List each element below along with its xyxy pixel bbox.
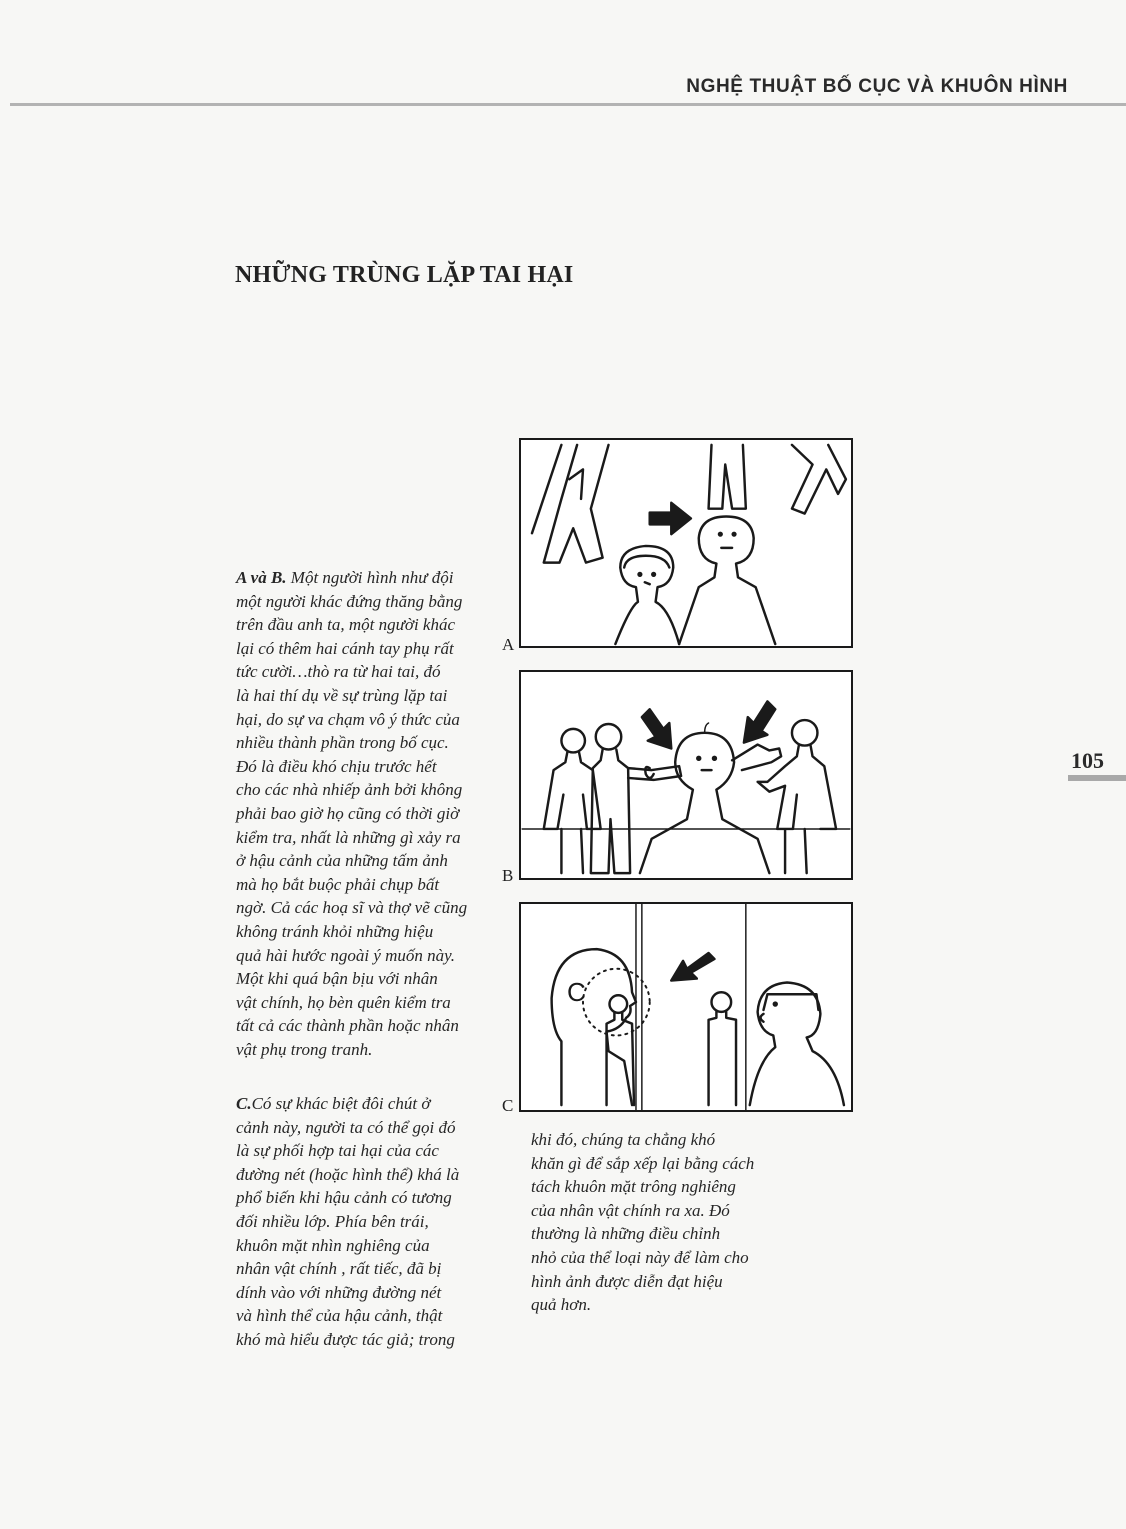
text-ab-line: Đó là điều khó chịu trước hết bbox=[236, 756, 437, 776]
text-c-cont-line: quả hơn. bbox=[531, 1295, 592, 1315]
section-title: NHỮNG TRÙNG LẶP TAI HẠI bbox=[235, 262, 574, 288]
text-c-cont-line: của nhân vật chính ra xa. Đó bbox=[531, 1200, 730, 1220]
text-ab-line: tức cười…thò ra từ hai tai, đó bbox=[236, 662, 441, 682]
text-ab-line: cho các nhà nhiếp ảnh bởi không bbox=[236, 780, 463, 800]
page-number-bar bbox=[1068, 775, 1126, 781]
text-ab-line: A và B. Một người hình như đội bbox=[236, 568, 454, 587]
text-ab-line: không tránh khỏi những hiệu bbox=[236, 921, 434, 941]
panel-b-drawing bbox=[521, 672, 851, 878]
header-rule bbox=[10, 103, 1126, 106]
text-ab-line: ở hậu cảnh của những tấm ảnh bbox=[236, 851, 448, 871]
text-ab-line: hại, do sự va chạm vô ý thức của bbox=[236, 709, 460, 729]
text-c-line: khuôn mặt nhìn nghiêng của bbox=[236, 1235, 430, 1255]
text-ab-line: nhiều thành phần trong bố cục. bbox=[236, 733, 449, 753]
text-ab-line: tất cả các thành phần hoặc nhân bbox=[236, 1016, 459, 1036]
text-c-cont-line: tách khuôn mặt trông nghiêng bbox=[531, 1177, 736, 1197]
illustration-panel-a bbox=[519, 438, 853, 648]
panel-label-c: C bbox=[502, 1096, 514, 1115]
text-ab-line: là hai thí dụ về sự trùng lặp tai bbox=[236, 685, 448, 705]
text-ab-line: phải bao giờ họ cũng có thời giờ bbox=[236, 803, 460, 823]
text-ab-line: vật phụ trong tranh. bbox=[236, 1039, 373, 1059]
illustration-panel-c bbox=[519, 902, 853, 1112]
text-c-continuation bbox=[531, 1128, 754, 1317]
text-c-line: C.Có sự khác biệt đôi chút ở bbox=[236, 1094, 431, 1113]
text-ab-line: trên đầu anh ta, một người khác bbox=[236, 615, 456, 635]
panel-a-drawing bbox=[521, 440, 851, 646]
panel-label-a: A bbox=[502, 635, 515, 654]
panel-label-b: B bbox=[502, 866, 514, 885]
text-c-line: là sự phối hợp tai hại của các bbox=[236, 1141, 439, 1161]
text-c-cont-line: nhỏ của thể loại này để làm cho bbox=[531, 1247, 749, 1267]
page-number: 105 bbox=[1071, 748, 1104, 773]
text-ab-line: ngờ. Cả các hoạ sĩ và thợ vẽ cũng bbox=[236, 898, 468, 918]
text-ab-line: lại có thêm hai cánh tay phụ rất bbox=[236, 638, 454, 658]
text-c-line: cảnh này, người ta có thể gọi đó bbox=[236, 1117, 456, 1137]
text-c-line: và hình thể của hậu cảnh, thật bbox=[236, 1306, 443, 1326]
text-ab-line: vật chính, họ bèn quên kiểm tra bbox=[236, 992, 451, 1012]
text-c-cont-line: khi đó, chúng ta chẳng khó bbox=[531, 1130, 716, 1149]
text-c-cont-line: hình ảnh được diễn đạt hiệu bbox=[531, 1271, 723, 1291]
text-ab-line: Một khi quá bận bịu với nhân bbox=[236, 969, 438, 989]
illustration-panel-b bbox=[519, 670, 853, 880]
text-ab-line: quả hài hước ngoài ý muốn này. bbox=[236, 945, 456, 965]
text-ab-line: một người khác đứng thăng bằng bbox=[236, 591, 463, 611]
text-c-paragraph bbox=[236, 1092, 459, 1352]
running-title: NGHỆ THUẬT BỐ CỤC VÀ KHUÔN HÌNH bbox=[686, 76, 1068, 97]
text-c-line: khó mà hiểu được tác giả; trong bbox=[236, 1329, 455, 1349]
panel-c-face-letter: C bbox=[567, 977, 586, 1007]
text-c-cont-line: thường là những điều chỉnh bbox=[531, 1224, 721, 1244]
text-ab-line: kiểm tra, nhất là những gì xảy ra bbox=[236, 827, 461, 847]
text-c-line: nhân vật chính , rất tiếc, đã bị bbox=[236, 1259, 442, 1279]
text-ab-line: mà họ bắt buộc phải chụp bất bbox=[236, 874, 440, 894]
text-c-line: đối nhiều lớp. Phía bên trái, bbox=[236, 1211, 429, 1231]
text-c-cont-line: khăn gì để sắp xếp lại bằng cách bbox=[531, 1153, 755, 1173]
text-c-lead: C. bbox=[236, 1094, 252, 1113]
text-c-line: dính vào với những đường nét bbox=[236, 1282, 442, 1302]
text-ab-lead: A và B. bbox=[236, 568, 287, 587]
text-c-line: đường nét (hoặc hình thể) khá là bbox=[236, 1164, 460, 1184]
text-ab-paragraph bbox=[236, 566, 467, 1061]
text-c-line: phổ biến khi hậu cảnh có tương bbox=[236, 1188, 452, 1208]
